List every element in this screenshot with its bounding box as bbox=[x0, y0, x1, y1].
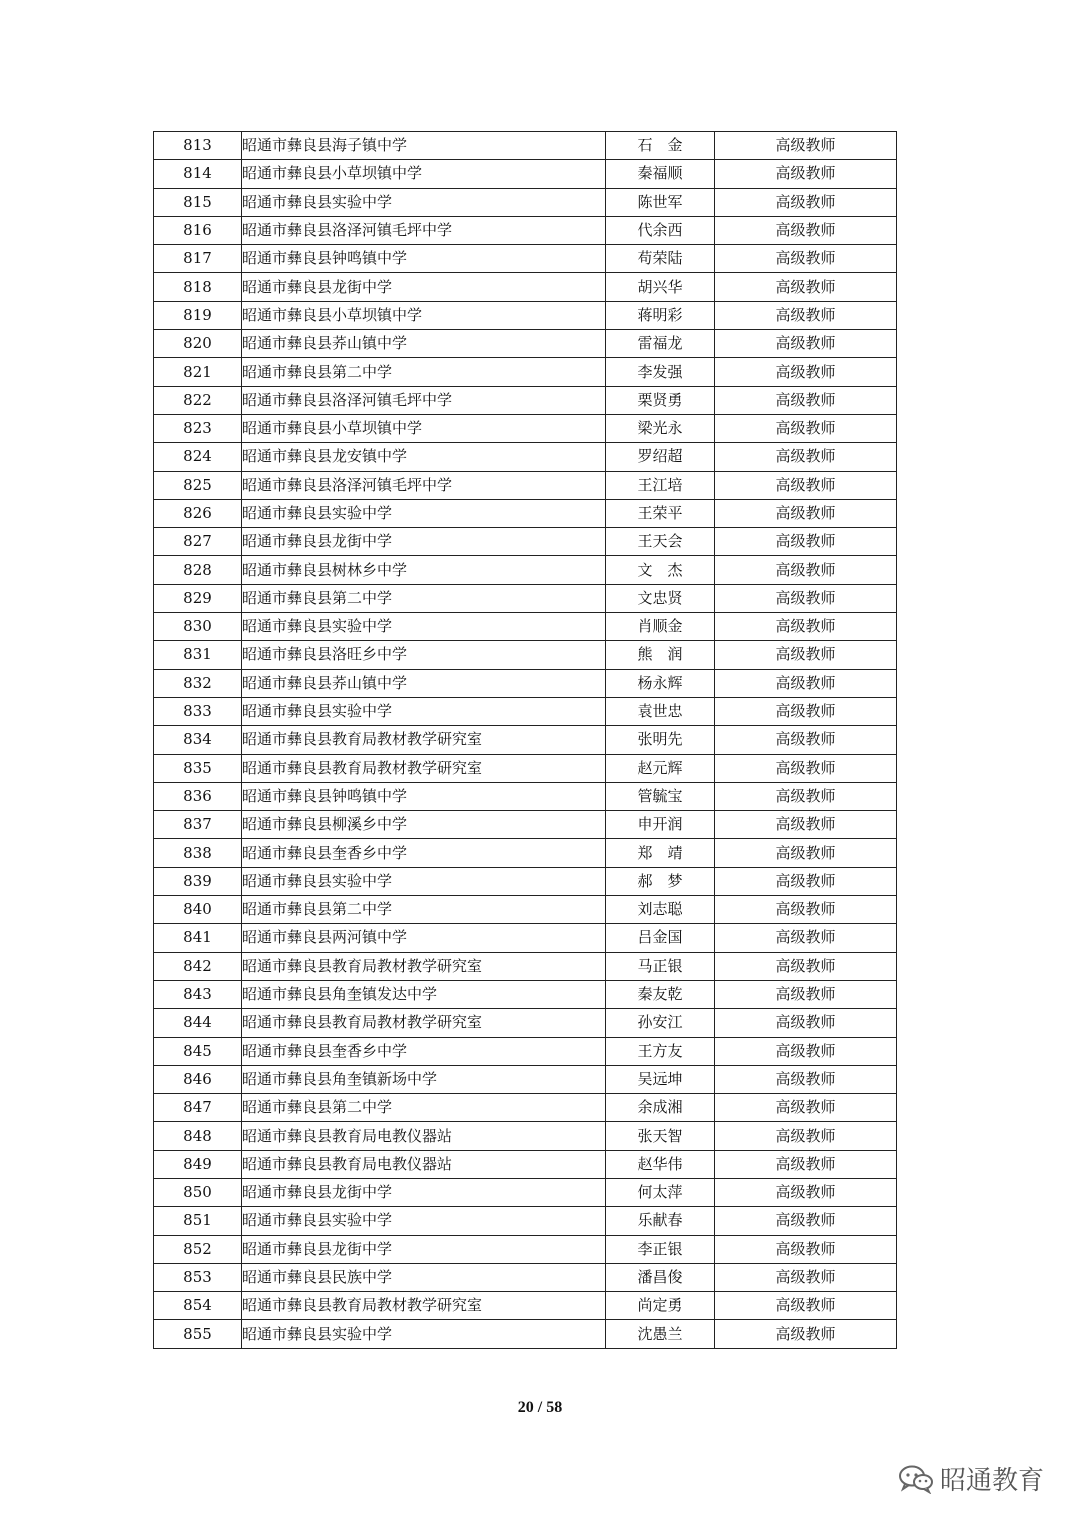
title-cell: 高级教师 bbox=[715, 754, 897, 782]
teacher-name-cell: 管毓宝 bbox=[606, 782, 715, 810]
teacher-name-cell: 栗贤勇 bbox=[606, 386, 715, 414]
table-row bbox=[154, 499, 897, 527]
title-cell: 高级教师 bbox=[715, 1207, 897, 1235]
row-number-cell: 825 bbox=[154, 471, 242, 499]
row-number-cell: 852 bbox=[154, 1235, 242, 1263]
teacher-name-cell: 赵元辉 bbox=[606, 754, 715, 782]
teacher-name-cell: 蒋明彩 bbox=[606, 301, 715, 329]
row-number-cell: 832 bbox=[154, 669, 242, 697]
school-cell: 昭通市彝良县洛泽河镇毛坪中学 bbox=[242, 471, 606, 499]
title-cell: 高级教师 bbox=[715, 471, 897, 499]
row-number-cell: 838 bbox=[154, 839, 242, 867]
title-cell: 高级教师 bbox=[715, 952, 897, 980]
table-row bbox=[154, 754, 897, 782]
teacher-name-cell: 文忠贤 bbox=[606, 584, 715, 612]
teacher-name-cell: 代余西 bbox=[606, 216, 715, 244]
teacher-name-cell: 张天智 bbox=[606, 1122, 715, 1150]
title-cell: 高级教师 bbox=[715, 528, 897, 556]
title-cell: 高级教师 bbox=[715, 188, 897, 216]
table-row bbox=[154, 896, 897, 924]
school-cell: 昭通市彝良县龙街中学 bbox=[242, 528, 606, 556]
school-cell: 昭通市彝良县第二中学 bbox=[242, 584, 606, 612]
table-row bbox=[154, 330, 897, 358]
table-row bbox=[154, 358, 897, 386]
teacher-name-cell: 梁光永 bbox=[606, 414, 715, 442]
row-number-cell: 844 bbox=[154, 1009, 242, 1037]
teacher-name-cell: 尚定勇 bbox=[606, 1292, 715, 1320]
school-cell: 昭通市彝良县教育局教材教学研究室 bbox=[242, 952, 606, 980]
row-number-cell: 835 bbox=[154, 754, 242, 782]
school-cell: 昭通市彝良县树林乡中学 bbox=[242, 556, 606, 584]
row-number-cell: 848 bbox=[154, 1122, 242, 1150]
school-cell: 昭通市彝良县洛泽河镇毛坪中学 bbox=[242, 216, 606, 244]
teacher-name-cell: 秦友乾 bbox=[606, 980, 715, 1008]
teacher-name-cell: 郑 靖 bbox=[606, 839, 715, 867]
title-cell: 高级教师 bbox=[715, 160, 897, 188]
teacher-name-cell: 郝 梦 bbox=[606, 867, 715, 895]
row-number-cell: 818 bbox=[154, 273, 242, 301]
title-cell: 高级教师 bbox=[715, 443, 897, 471]
title-cell: 高级教师 bbox=[715, 896, 897, 924]
row-number-cell: 841 bbox=[154, 924, 242, 952]
teacher-name-cell: 李发强 bbox=[606, 358, 715, 386]
school-cell: 昭通市彝良县实验中学 bbox=[242, 867, 606, 895]
table-row bbox=[154, 1292, 897, 1320]
table-row bbox=[154, 160, 897, 188]
table-row bbox=[154, 980, 897, 1008]
teacher-name-cell: 孙安江 bbox=[606, 1009, 715, 1037]
row-number-cell: 840 bbox=[154, 896, 242, 924]
row-number-cell: 847 bbox=[154, 1094, 242, 1122]
row-number-cell: 842 bbox=[154, 952, 242, 980]
title-cell: 高级教师 bbox=[715, 1065, 897, 1093]
table-row bbox=[154, 132, 897, 160]
school-cell: 昭通市彝良县教育局教材教学研究室 bbox=[242, 1009, 606, 1037]
table-row bbox=[154, 1065, 897, 1093]
title-cell: 高级教师 bbox=[715, 726, 897, 754]
title-cell: 高级教师 bbox=[715, 839, 897, 867]
title-cell: 高级教师 bbox=[715, 132, 897, 160]
title-cell: 高级教师 bbox=[715, 358, 897, 386]
row-number-cell: 816 bbox=[154, 216, 242, 244]
school-cell: 昭通市彝良县实验中学 bbox=[242, 1320, 606, 1348]
table-row bbox=[154, 301, 897, 329]
table-row bbox=[154, 471, 897, 499]
row-number-cell: 817 bbox=[154, 245, 242, 273]
title-cell: 高级教师 bbox=[715, 782, 897, 810]
title-cell: 高级教师 bbox=[715, 301, 897, 329]
row-number-cell: 845 bbox=[154, 1037, 242, 1065]
teacher-name-cell: 吴远坤 bbox=[606, 1065, 715, 1093]
school-cell: 昭通市彝良县小草坝镇中学 bbox=[242, 160, 606, 188]
school-cell: 昭通市彝良县两河镇中学 bbox=[242, 924, 606, 952]
table-row bbox=[154, 952, 897, 980]
school-cell: 昭通市彝良县第二中学 bbox=[242, 896, 606, 924]
teacher-name-cell: 胡兴华 bbox=[606, 273, 715, 301]
teacher-name-cell: 何太萍 bbox=[606, 1178, 715, 1206]
school-cell: 昭通市彝良县荞山镇中学 bbox=[242, 330, 606, 358]
teacher-name-cell: 赵华伟 bbox=[606, 1150, 715, 1178]
school-cell: 昭通市彝良县实验中学 bbox=[242, 188, 606, 216]
school-cell: 昭通市彝良县角奎镇发达中学 bbox=[242, 980, 606, 1008]
table-row bbox=[154, 641, 897, 669]
school-cell: 昭通市彝良县洛泽河镇毛坪中学 bbox=[242, 386, 606, 414]
teacher-name-cell: 袁世忠 bbox=[606, 697, 715, 725]
school-cell: 昭通市彝良县海子镇中学 bbox=[242, 132, 606, 160]
row-number-cell: 846 bbox=[154, 1065, 242, 1093]
title-cell: 高级教师 bbox=[715, 584, 897, 612]
table-row bbox=[154, 924, 897, 952]
teacher-name-cell: 肖顺金 bbox=[606, 613, 715, 641]
row-number-cell: 822 bbox=[154, 386, 242, 414]
teacher-name-cell: 杨永辉 bbox=[606, 669, 715, 697]
school-cell: 昭通市彝良县小草坝镇中学 bbox=[242, 301, 606, 329]
row-number-cell: 828 bbox=[154, 556, 242, 584]
school-cell: 昭通市彝良县第二中学 bbox=[242, 358, 606, 386]
school-cell: 昭通市彝良县实验中学 bbox=[242, 1207, 606, 1235]
school-cell: 昭通市彝良县荞山镇中学 bbox=[242, 669, 606, 697]
title-cell: 高级教师 bbox=[715, 1122, 897, 1150]
school-cell: 昭通市彝良县教育局电教仪器站 bbox=[242, 1150, 606, 1178]
row-number-cell: 827 bbox=[154, 528, 242, 556]
teacher-name-cell: 李正银 bbox=[606, 1235, 715, 1263]
school-cell: 昭通市彝良县龙街中学 bbox=[242, 273, 606, 301]
teacher-name-cell: 马正银 bbox=[606, 952, 715, 980]
table-row bbox=[154, 1009, 897, 1037]
title-cell: 高级教师 bbox=[715, 245, 897, 273]
teacher-name-cell: 沈愚兰 bbox=[606, 1320, 715, 1348]
table-row bbox=[154, 867, 897, 895]
school-cell: 昭通市彝良县教育局教材教学研究室 bbox=[242, 754, 606, 782]
table-row bbox=[154, 273, 897, 301]
row-number-cell: 834 bbox=[154, 726, 242, 754]
table-row bbox=[154, 528, 897, 556]
table-row bbox=[154, 782, 897, 810]
row-number-cell: 815 bbox=[154, 188, 242, 216]
row-number-cell: 826 bbox=[154, 499, 242, 527]
row-number-cell: 820 bbox=[154, 330, 242, 358]
teacher-name-cell: 石 金 bbox=[606, 132, 715, 160]
school-cell: 昭通市彝良县民族中学 bbox=[242, 1263, 606, 1291]
school-cell: 昭通市彝良县教育局教材教学研究室 bbox=[242, 726, 606, 754]
teacher-name-cell: 乐献春 bbox=[606, 1207, 715, 1235]
school-cell: 昭通市彝良县龙街中学 bbox=[242, 1178, 606, 1206]
school-cell: 昭通市彝良县柳溪乡中学 bbox=[242, 811, 606, 839]
school-cell: 昭通市彝良县实验中学 bbox=[242, 697, 606, 725]
teacher-name-cell: 余成湘 bbox=[606, 1094, 715, 1122]
title-cell: 高级教师 bbox=[715, 1037, 897, 1065]
teacher-name-cell: 王天会 bbox=[606, 528, 715, 556]
row-number-cell: 833 bbox=[154, 697, 242, 725]
table-row bbox=[154, 443, 897, 471]
account-watermark bbox=[898, 1460, 1044, 1497]
teacher-name-cell: 吕金国 bbox=[606, 924, 715, 952]
row-number-cell: 831 bbox=[154, 641, 242, 669]
table-row bbox=[154, 839, 897, 867]
title-cell: 高级教师 bbox=[715, 980, 897, 1008]
teacher-roster-table bbox=[153, 131, 897, 1349]
teacher-name-cell: 罗绍超 bbox=[606, 443, 715, 471]
row-number-cell: 814 bbox=[154, 160, 242, 188]
teacher-name-cell: 陈世军 bbox=[606, 188, 715, 216]
table-row bbox=[154, 1094, 897, 1122]
title-cell: 高级教师 bbox=[715, 697, 897, 725]
table-row bbox=[154, 811, 897, 839]
school-cell: 昭通市彝良县洛旺乡中学 bbox=[242, 641, 606, 669]
title-cell: 高级教师 bbox=[715, 1094, 897, 1122]
table-row bbox=[154, 216, 897, 244]
teacher-name-cell: 刘志聪 bbox=[606, 896, 715, 924]
table-row bbox=[154, 726, 897, 754]
table-row bbox=[154, 1037, 897, 1065]
title-cell: 高级教师 bbox=[715, 1150, 897, 1178]
title-cell: 高级教师 bbox=[715, 386, 897, 414]
school-cell: 昭通市彝良县实验中学 bbox=[242, 499, 606, 527]
page-number: 20 / 58 bbox=[517, 1399, 563, 1416]
row-number-cell: 855 bbox=[154, 1320, 242, 1348]
row-number-cell: 813 bbox=[154, 132, 242, 160]
school-cell: 昭通市彝良县钟鸣镇中学 bbox=[242, 245, 606, 273]
table-row bbox=[154, 414, 897, 442]
table-row bbox=[154, 1122, 897, 1150]
table-row bbox=[154, 1235, 897, 1263]
school-cell: 昭通市彝良县龙街中学 bbox=[242, 1235, 606, 1263]
table-row bbox=[154, 245, 897, 273]
title-cell: 高级教师 bbox=[715, 414, 897, 442]
row-number-cell: 823 bbox=[154, 414, 242, 442]
school-cell: 昭通市彝良县实验中学 bbox=[242, 613, 606, 641]
title-cell: 高级教师 bbox=[715, 1292, 897, 1320]
roster-body bbox=[154, 132, 897, 1349]
table-row bbox=[154, 1320, 897, 1348]
title-cell: 高级教师 bbox=[715, 811, 897, 839]
title-cell: 高级教师 bbox=[715, 1320, 897, 1348]
teacher-name-cell: 王方友 bbox=[606, 1037, 715, 1065]
table-row bbox=[154, 613, 897, 641]
row-number-cell: 830 bbox=[154, 613, 242, 641]
row-number-cell: 850 bbox=[154, 1178, 242, 1206]
teacher-name-cell: 雷福龙 bbox=[606, 330, 715, 358]
table-row bbox=[154, 1263, 897, 1291]
teacher-name-cell: 苟荣陆 bbox=[606, 245, 715, 273]
school-cell: 昭通市彝良县教育局电教仪器站 bbox=[242, 1122, 606, 1150]
title-cell: 高级教师 bbox=[715, 216, 897, 244]
title-cell: 高级教师 bbox=[715, 867, 897, 895]
row-number-cell: 829 bbox=[154, 584, 242, 612]
title-cell: 高级教师 bbox=[715, 273, 897, 301]
document-sheet bbox=[153, 131, 894, 1349]
table-row bbox=[154, 1207, 897, 1235]
school-cell: 昭通市彝良县奎香乡中学 bbox=[242, 1037, 606, 1065]
row-number-cell: 853 bbox=[154, 1263, 242, 1291]
teacher-name-cell: 张明先 bbox=[606, 726, 715, 754]
title-cell: 高级教师 bbox=[715, 669, 897, 697]
row-number-cell: 819 bbox=[154, 301, 242, 329]
title-cell: 高级教师 bbox=[715, 1235, 897, 1263]
teacher-name-cell: 王江培 bbox=[606, 471, 715, 499]
teacher-name-cell: 文 杰 bbox=[606, 556, 715, 584]
teacher-name-cell: 申开润 bbox=[606, 811, 715, 839]
school-cell: 昭通市彝良县奎香乡中学 bbox=[242, 839, 606, 867]
title-cell: 高级教师 bbox=[715, 1263, 897, 1291]
title-cell: 高级教师 bbox=[715, 1178, 897, 1206]
row-number-cell: 821 bbox=[154, 358, 242, 386]
table-row bbox=[154, 1150, 897, 1178]
title-cell: 高级教师 bbox=[715, 499, 897, 527]
teacher-name-cell: 熊 润 bbox=[606, 641, 715, 669]
row-number-cell: 854 bbox=[154, 1292, 242, 1320]
title-cell: 高级教师 bbox=[715, 924, 897, 952]
row-number-cell: 837 bbox=[154, 811, 242, 839]
title-cell: 高级教师 bbox=[715, 1009, 897, 1037]
table-row bbox=[154, 188, 897, 216]
teacher-name-cell: 王荣平 bbox=[606, 499, 715, 527]
school-cell: 昭通市彝良县教育局教材教学研究室 bbox=[242, 1292, 606, 1320]
table-row bbox=[154, 386, 897, 414]
watermark-text: 昭通教育 bbox=[940, 1466, 1045, 1496]
title-cell: 高级教师 bbox=[715, 641, 897, 669]
school-cell: 昭通市彝良县角奎镇新场中学 bbox=[242, 1065, 606, 1093]
table-row bbox=[154, 669, 897, 697]
table-row bbox=[154, 697, 897, 725]
teacher-name-cell: 潘昌俊 bbox=[606, 1263, 715, 1291]
school-cell: 昭通市彝良县龙安镇中学 bbox=[242, 443, 606, 471]
school-cell: 昭通市彝良县第二中学 bbox=[242, 1094, 606, 1122]
row-number-cell: 851 bbox=[154, 1207, 242, 1235]
row-number-cell: 849 bbox=[154, 1150, 242, 1178]
wechat-icon bbox=[898, 1464, 934, 1494]
school-cell: 昭通市彝良县小草坝镇中学 bbox=[242, 414, 606, 442]
teacher-name-cell: 秦福顺 bbox=[606, 160, 715, 188]
school-cell: 昭通市彝良县钟鸣镇中学 bbox=[242, 782, 606, 810]
title-cell: 高级教师 bbox=[715, 330, 897, 358]
row-number-cell: 836 bbox=[154, 782, 242, 810]
row-number-cell: 843 bbox=[154, 980, 242, 1008]
table-row bbox=[154, 556, 897, 584]
title-cell: 高级教师 bbox=[715, 556, 897, 584]
table-row bbox=[154, 584, 897, 612]
title-cell: 高级教师 bbox=[715, 613, 897, 641]
row-number-cell: 839 bbox=[154, 867, 242, 895]
row-number-cell: 824 bbox=[154, 443, 242, 471]
table-row bbox=[154, 1178, 897, 1206]
